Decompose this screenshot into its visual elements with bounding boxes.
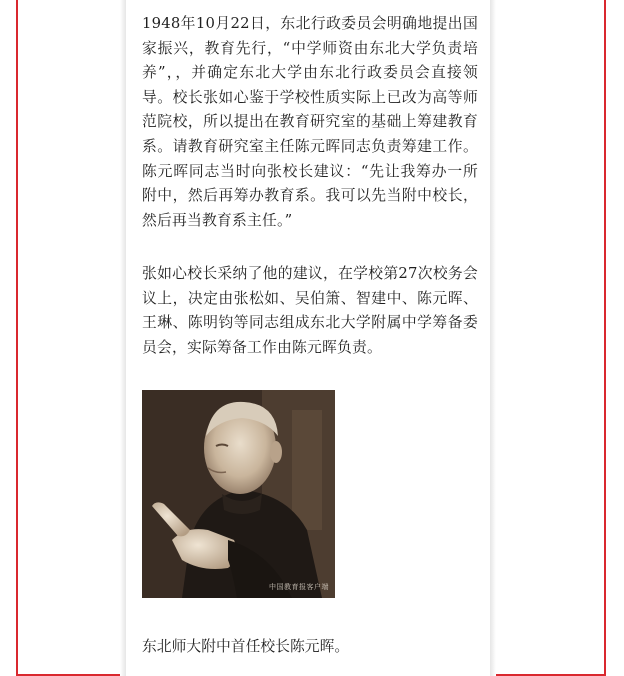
right-frame-border	[604, 0, 606, 676]
portrait-illustration	[142, 390, 335, 598]
photo-watermark: 中国教育报客户端	[269, 583, 329, 591]
article-body	[126, 0, 490, 676]
article-shadow-right	[490, 0, 496, 676]
article-paragraph-2: 张如心校长采纳了他的建议，在学校第27次校务会议上，决定由张松如、吴伯箫、智建中、陈元晖、王琳、陈明钧等同志组成东北大学附属中学筹备委员会，实际筹备工作由陈元晖负责。	[142, 265, 478, 356]
photo-caption: 东北师大附中首任校长陈元晖。	[142, 638, 350, 655]
left-frame-border	[16, 0, 18, 676]
portrait-photo	[142, 390, 335, 598]
article-paragraph-1: 1948年10月22日，东北行政委员会明确地提出国家振兴，教育先行，“中学师资由东北大学负责培养”，，并确定东北大学由东北行政委员会直接领导。校长张如心鉴于学校性质实际上已改为高等师范院校，所以提出在教育研究室的基础上筹建教育系。请教育研究室主任陈元晖同志负责筹建工作。陈元晖同志当时向张校长建议：“先让我筹办一所附中，然后再筹办教育系。我可以先当附中校长，然后再当教育系主任。”	[142, 15, 478, 229]
